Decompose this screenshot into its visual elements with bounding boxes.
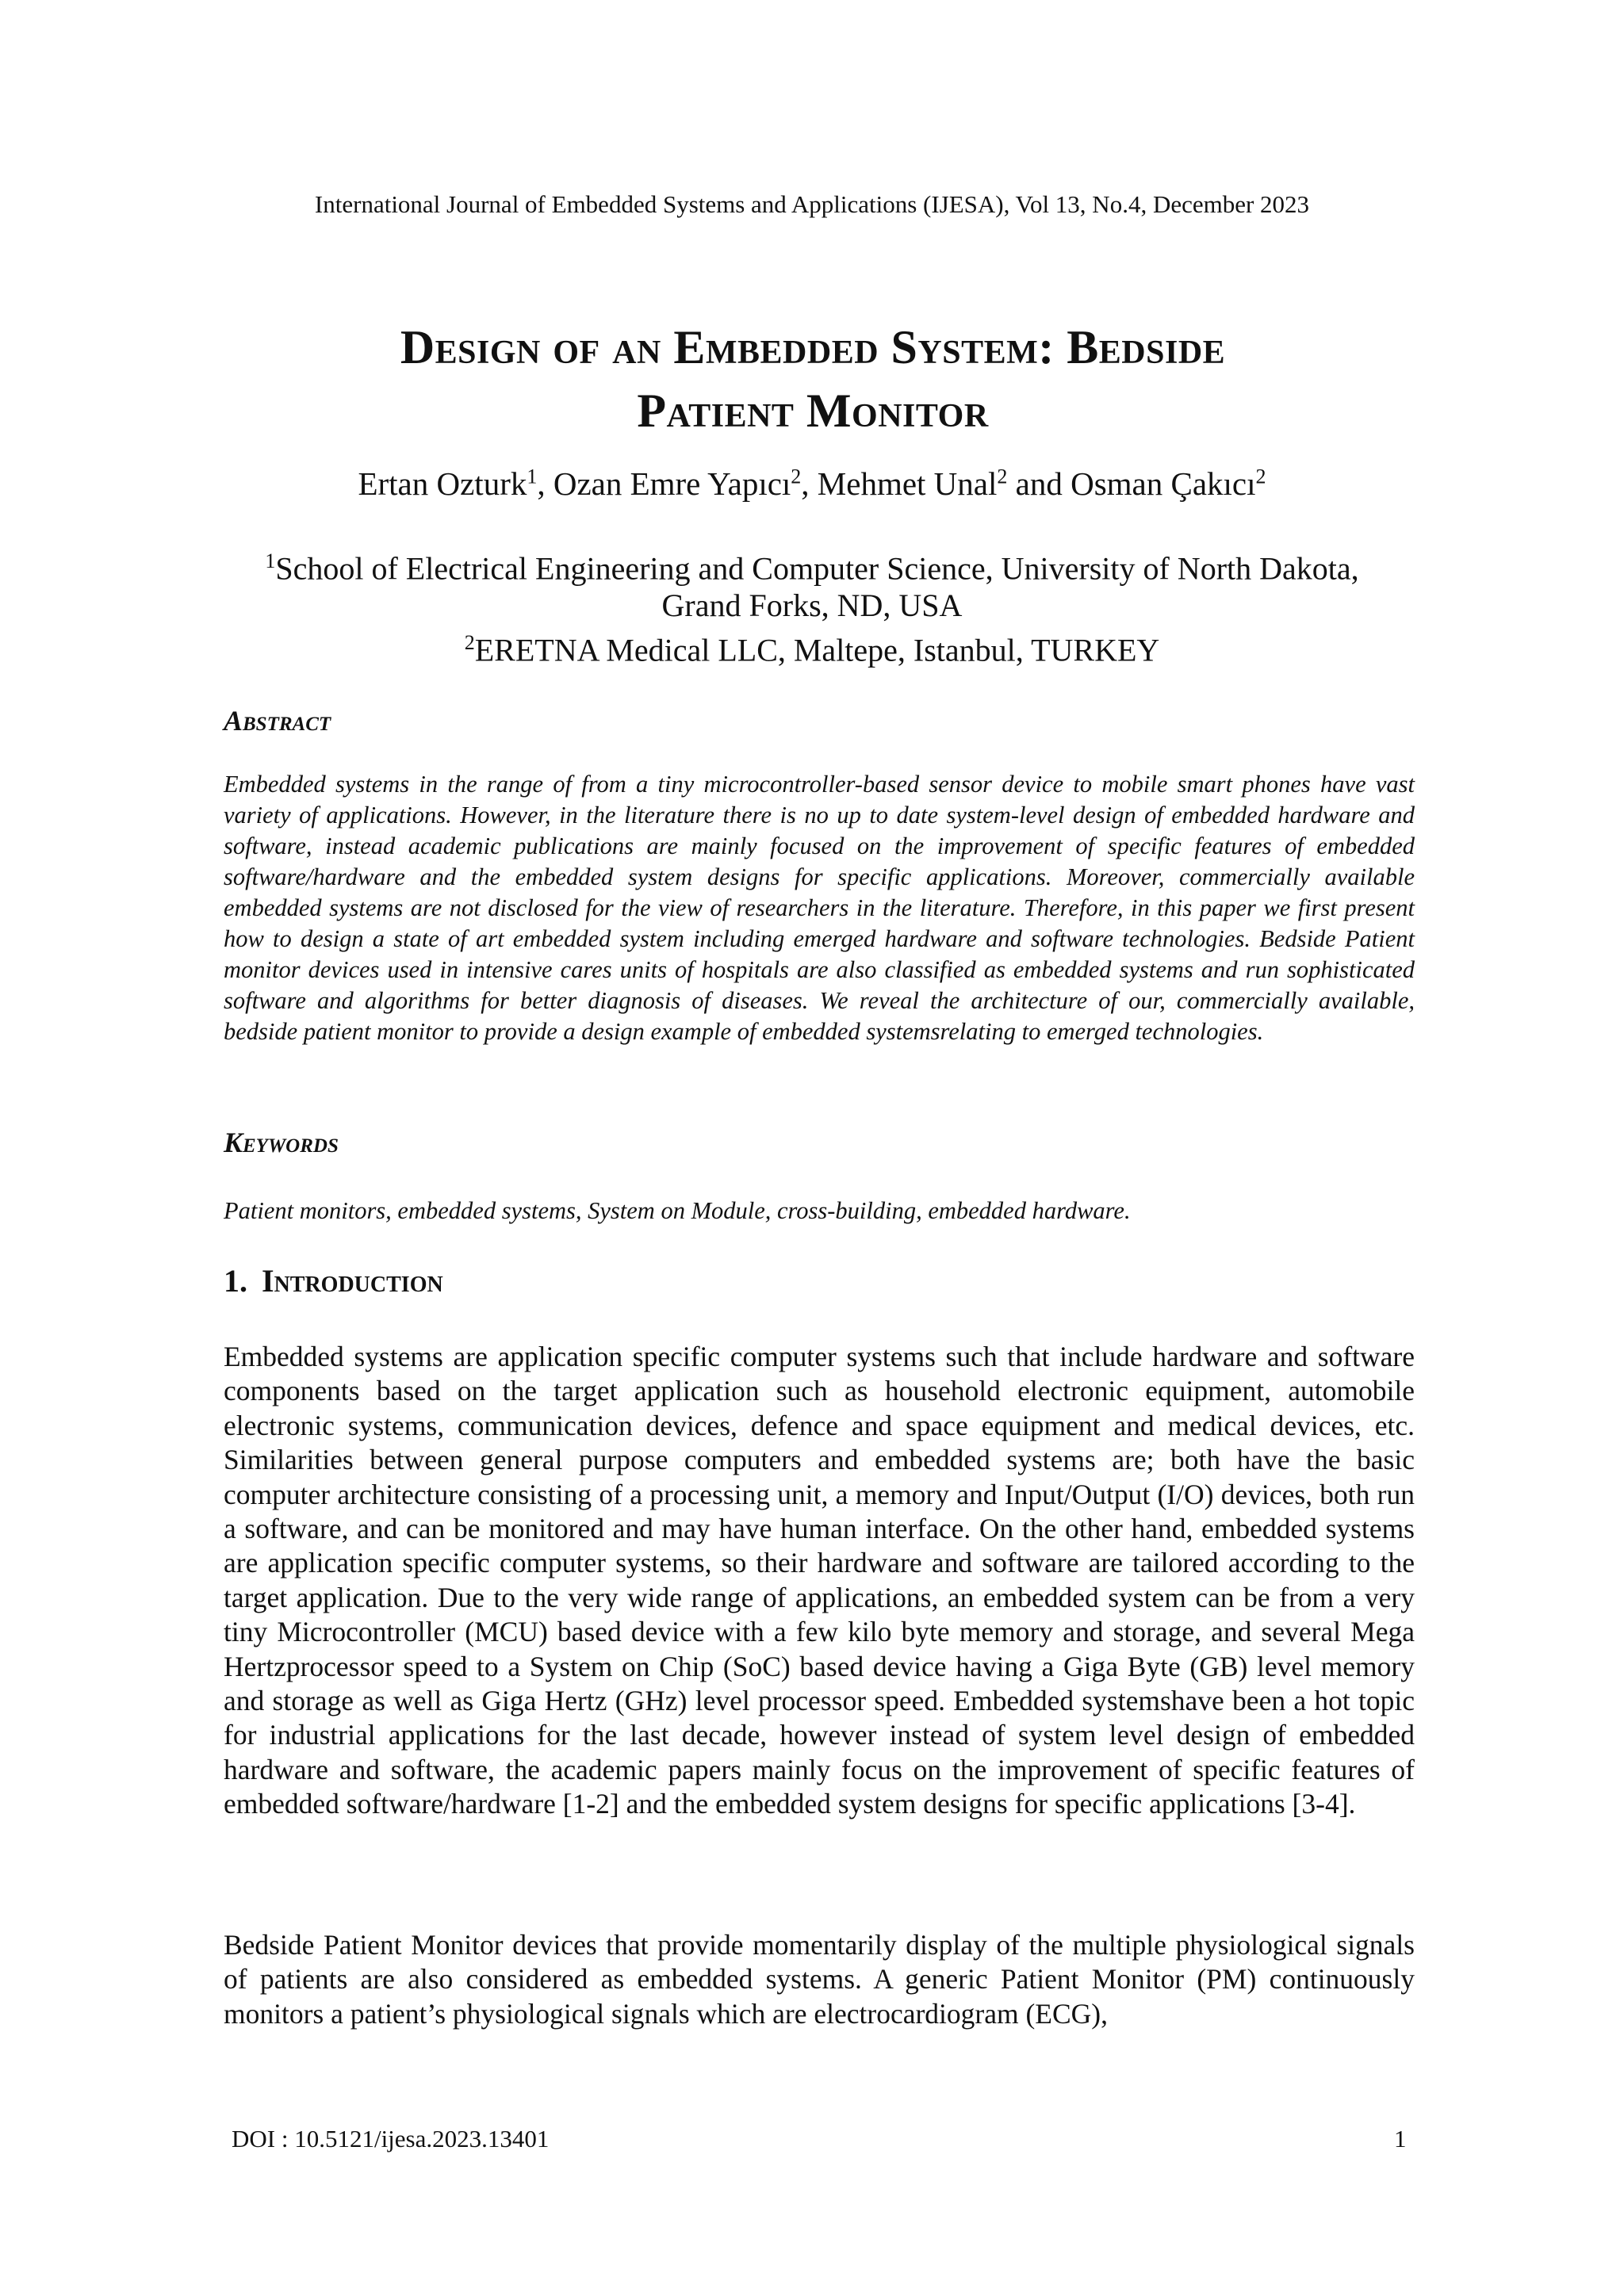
affiliation-1-line-2: Grand Forks, ND, USA: [661, 587, 963, 624]
author-separator: ,: [801, 465, 818, 502]
author-separator: ,: [537, 465, 553, 502]
author-separator: and: [1007, 465, 1071, 502]
intro-paragraph-2: Bedside Patient Monitor devices that provide momentarily display of the multiple physiological signals of patients are also considered as embedded systems. A generic Patient Monitor (PM) continuously monitors a patient’s physiological signals which are electrocardiogram (ECG),: [224, 1929, 1415, 2030]
introduction-heading: [224, 1262, 443, 1299]
running-header: International Journal of Embedded Systems and Applications (IJESA), Vol 13, No.4, December 2023: [314, 190, 1310, 218]
affiliations: [159, 542, 1465, 669]
paper-title: [143, 316, 1483, 442]
affiliation-2-line-1: ERETNA Medical LLC, Maltepe, Istanbul, TURKEY: [474, 632, 1160, 668]
intro-paragraph-1: Embedded systems are application specific computer systems such that include hardware and software components based on the target application such as household electronic equipment, automobile electronic systems, communication devices, defence and space equipment and medical devices, etc. Similarities between general purpose computers and embedded systems are; both have the basic computer architecture consisting of a processing unit, a memory and Input/Output (I/O) devices, both run a software, and can be monitored and may have human interface. On the other hand, embedded systems are application specific computer systems, so their hardware and software are tailored according to the target application. Due to the very wide range of applications, an embedded system can be from a very tiny Microcontroller (MCU) based device with a few kilo byte memory and storage, and several Mega Hertzprocessor speed to a System on Chip (SoC) based device having a Giga Byte (GB) level memory and storage as well as Giga Hertz (GHz) level processor speed. Embedded systemshave been a hot topic for industrial applications for the last decade, however instead of system level design of embedded hardware and software, the academic papers mainly focus on the improvement of specific features of embedded software/hardware [1-2] and the embedded system designs for specific applications [3-4].: [224, 1341, 1415, 1820]
affiliation-1: [159, 542, 1465, 587]
author-affiliation-mark: 2: [791, 465, 802, 488]
keywords-text: Patient monitors, embedded systems, System on Module, cross-building, embedded hardware.: [224, 1197, 1131, 1224]
keywords-heading: Keywords: [224, 1127, 339, 1158]
affiliation-mark: 2: [464, 631, 475, 655]
author-name: Osman Çakıcı: [1071, 465, 1256, 502]
author-affiliation-mark: 2: [1255, 465, 1266, 488]
abstract-heading: Abstract: [224, 705, 331, 737]
footer-doi: DOI : 10.5121/ijesa.2023.13401: [232, 2125, 550, 2152]
author-affiliation-mark: 2: [997, 465, 1008, 488]
page-number: 1: [1394, 2125, 1407, 2152]
section-title: Introduction: [262, 1263, 443, 1299]
author-name: Mehmet Unal: [817, 465, 998, 502]
title-line-2: Patient Monitor: [637, 385, 989, 437]
abstract-text: Embedded systems in the range of from a tiny microcontroller-based sensor device to mobile smart phones have vast variety of applications. However, in the literature there is no up to date system-level design of embedded hardware and software, instead academic publications are mainly focused on the improvement of specific features of embedded software/hardware and the embedded system designs for specific applications. Moreover, commercially available embedded systems are not disclosed for the view of researchers in the literature. Therefore, in this paper we first present how to design a state of art embedded system including emerged hardware and software technologies. Bedside Patient monitor devices used in intensive cares units of hospitals are also classified as embedded systems and run sophisticated software and algorithms for better diagnosis of diseases. We reveal the architecture of our, commercially available, bedside patient monitor to provide a design example of embedded systemsrelating to emerged technologies.: [224, 771, 1415, 1045]
affiliation-mark: 1: [265, 549, 276, 572]
author-name: Ertan Ozturk: [358, 465, 527, 502]
section-number: 1.: [224, 1263, 247, 1299]
title-line-1: Design of an Embedded System: Bedside: [400, 321, 1226, 373]
author-name: Ozan Emre Yapıcı: [553, 465, 791, 502]
affiliation-2: [159, 624, 1465, 668]
affiliation-1-line-1: School of Electrical Engineering and Computer Science, University of North Dakota,: [275, 550, 1359, 587]
author-list: [0, 465, 1624, 503]
author-affiliation-mark: 1: [527, 465, 538, 488]
